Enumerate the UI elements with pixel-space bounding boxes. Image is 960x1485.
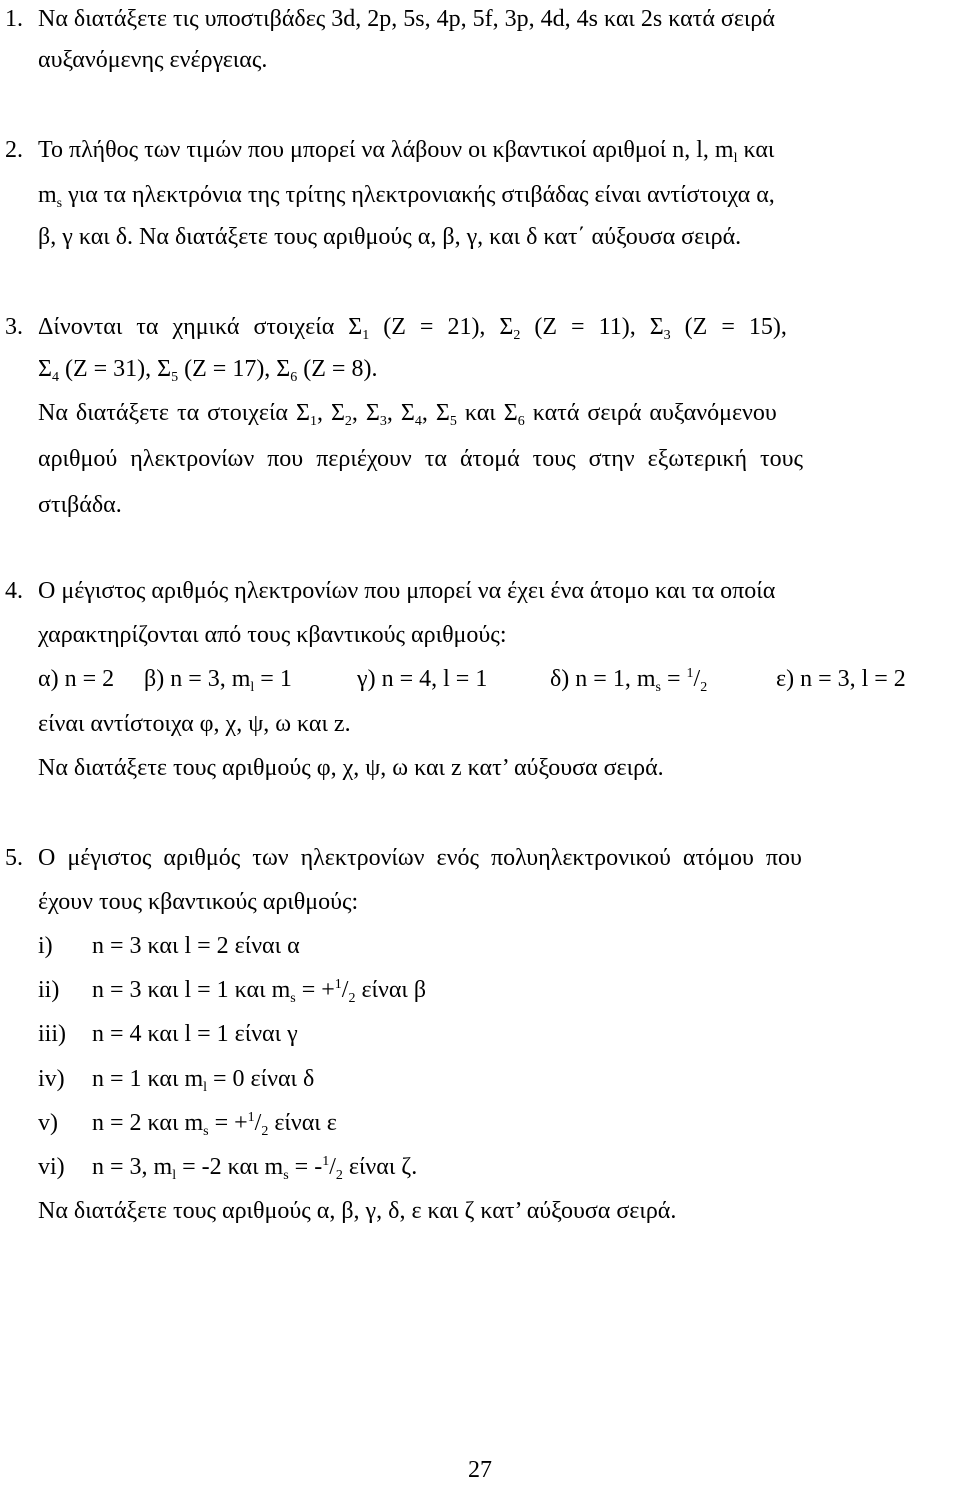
q5-i2-sup3: 1 — [334, 977, 342, 992]
q3-l2-t2: (Z = 31), Σ — [58, 356, 172, 382]
q5-line-last: Να διατάξετε τους αριθμούς α, β, γ, δ, ε και ζ κατ’ αύξουσα σειρά. — [38, 1198, 677, 1224]
q5-i5-sup3: 1 — [247, 1110, 255, 1125]
q3-l1-s1: 1 — [362, 328, 370, 343]
q3-l2-s3: 5 — [171, 370, 179, 385]
q4-line-5: Να διατάξετε τους αριθμούς φ, χ, ψ, ω και z κατ’ αύξουσα σειρά. — [38, 755, 664, 781]
q5-i4-s1: l — [203, 1080, 208, 1095]
q3-l3-t10: και Σ — [456, 400, 518, 426]
q3-l3-s11: 6 — [517, 414, 525, 429]
q4-opt-d-sup: 1 — [686, 666, 694, 681]
q1-line-2: αυξανόμενης ενέργειας. — [38, 47, 268, 73]
q2-line-2 — [38, 180, 775, 210]
q4-opt-d-sub2: 2 — [700, 680, 708, 695]
q5-i6-t4: = - — [288, 1154, 323, 1180]
q5-i5-t4: / — [254, 1110, 262, 1136]
q5-i2-t6: είναι β — [355, 977, 427, 1003]
q3-l3-s9: 5 — [449, 414, 457, 429]
q3-l1-t0: Δίνονται τα χημικά στοιχεία Σ — [38, 314, 363, 340]
q5-i2-t0: n = 3 και l = 1 και m — [92, 977, 291, 1003]
q4-opt-b-sub: l — [250, 680, 255, 695]
q2-number: 2. — [5, 137, 23, 163]
q4-opt-b-1: β) n = 3, m — [144, 666, 251, 692]
q5-item-1-text: n = 3 και l = 2 είναι α — [92, 933, 300, 959]
q5-i2-t2: = + — [295, 977, 335, 1003]
q4-option-c: γ) n = 4, l = 1 — [357, 666, 488, 692]
q3-l2-s5: 6 — [290, 370, 298, 385]
q3-l1-t6: (Z = 15), — [670, 314, 787, 340]
q2-line-3: β, γ και δ. Να διατάξετε τους αριθμούς α, β, γ, και δ κατ΄ αύξουσα σειρά. — [38, 224, 742, 250]
q4-line-4: είναι αντίστοιχα φ, χ, ψ, ω και z. — [38, 711, 351, 737]
q2-line-2-text: για τα ηλεκτρόνια της τρίτης ηλεκτρονιακής στιβάδας είναι αντίστοιχα α, — [62, 182, 775, 208]
q3-number: 3. — [5, 314, 23, 340]
q4-opt-d-1: δ) n = 1, m — [550, 666, 656, 692]
q2-line-2-sub: s — [56, 196, 63, 211]
q5-i5-t6: είναι ε — [268, 1110, 337, 1136]
q4-opt-d-3: / — [693, 666, 701, 692]
q3-l3-s5: 3 — [379, 414, 387, 429]
q2-line-1-text: Το πλήθος των τιμών που μπορεί να λάβουν οι κβαντικοί αριθμοί n, l, m — [38, 137, 734, 163]
q3-l3-s1: 1 — [309, 414, 317, 429]
q4-opt-b-2: = 1 — [254, 666, 292, 692]
q5-i2-t4: / — [341, 977, 349, 1003]
q1-line-1: Να διατάξετε τις υποστιβάδες 3d, 2p, 5s, 4p, 5f, 3p, 4d, 4s και 2s κατά σειρά — [38, 6, 775, 32]
q4-option-b — [144, 664, 292, 694]
q4-option-d — [550, 664, 707, 694]
q3-line-5: στιβάδα. — [38, 492, 122, 518]
q4-opt-d-2: = — [660, 666, 687, 692]
q5-i6-s3: s — [283, 1168, 289, 1183]
q3-l3-t0: Να διατάξετε τα στοιχεία Σ — [38, 400, 310, 426]
q4-opt-d-sub: s — [655, 680, 661, 695]
q5-line-2: έχουν τους κβαντικούς αριθμούς: — [38, 889, 359, 915]
q3-l2-t4: (Z = 17), Σ — [178, 356, 291, 382]
q2-line-1 — [38, 135, 774, 165]
q4-option-a: α) n = 2 — [38, 666, 115, 692]
q3-l3-s7: 4 — [414, 414, 422, 429]
q3-line-3 — [38, 398, 777, 428]
q4-option-e: ε) n = 3, l = 2 — [776, 666, 906, 692]
q5-i2-s1: s — [290, 991, 296, 1006]
page-number: 27 — [468, 1457, 492, 1483]
q5-i6-s1: l — [172, 1168, 177, 1183]
q5-item-4-label: iv) — [38, 1066, 65, 1092]
q3-l3-s3: 2 — [344, 414, 352, 429]
q4-line-1: Ο μέγιστος αριθμός ηλεκτρονίων που μπορεί να έχει ένα άτομο και τα οποία — [38, 578, 776, 604]
q5-i5-t2: = + — [208, 1110, 248, 1136]
q5-i2-s5: 2 — [348, 991, 356, 1006]
q1-number: 1. — [5, 6, 23, 32]
q2-line-1-end: και — [737, 137, 775, 163]
q5-i6-t0: n = 3, m — [92, 1154, 173, 1180]
q5-i6-t6: / — [329, 1154, 336, 1180]
q3-l1-s5: 3 — [663, 328, 671, 343]
q5-item-5-text — [92, 1108, 337, 1138]
q4-line-2: χαρακτηρίζονται από τους κβαντικούς αριθμούς: — [38, 622, 507, 648]
q5-i5-s5: 2 — [261, 1124, 269, 1139]
q3-l3-t6: , Σ — [386, 400, 415, 426]
q3-l2-t6: (Z = 8). — [297, 356, 378, 382]
q3-l3-t8: , Σ — [421, 400, 450, 426]
q5-item-2-label: ii) — [38, 977, 60, 1003]
q3-line-2 — [38, 354, 377, 384]
q5-item-3-label: iii) — [38, 1021, 66, 1047]
q5-line-1: Ο μέγιστος αριθμός των ηλεκτρονίων ενός πολυηλεκτρονικού ατόμου που — [38, 845, 802, 871]
q5-item-5-label: v) — [38, 1110, 58, 1136]
q5-item-6-label: vi) — [38, 1154, 65, 1180]
q3-line-1 — [38, 312, 787, 342]
q3-l1-t4: (Z = 11), Σ — [520, 314, 664, 340]
q5-i6-s7: 2 — [335, 1168, 343, 1183]
q5-i4-t0: n = 1 και m — [92, 1066, 204, 1092]
q5-i6-t8: είναι ζ. — [342, 1154, 418, 1180]
q3-line-4: αριθμού ηλεκτρονίων που περιέχουν τα άτομά τους στην εξωτερική τους — [38, 446, 804, 472]
q3-l2-s1: 4 — [51, 370, 59, 385]
q2-line-2-m: m — [38, 182, 57, 208]
q3-l3-t2: , Σ — [316, 400, 345, 426]
q5-item-3-text: n = 4 και l = 1 είναι γ — [92, 1021, 298, 1047]
q5-item-1-label: i) — [38, 933, 53, 959]
q3-l2-t0: Σ — [38, 356, 52, 382]
q5-i6-t2: = -2 και m — [176, 1154, 284, 1180]
q5-item-4-text — [92, 1064, 314, 1094]
q3-l3-t12: κατά σειρά αυξανόμενου — [524, 400, 777, 426]
q5-i6-sup5: 1 — [322, 1154, 330, 1169]
q5-number: 5. — [5, 845, 23, 871]
q5-i5-s1: s — [203, 1124, 209, 1139]
q5-i4-t2: = 0 είναι δ — [207, 1066, 315, 1092]
q3-l1-s3: 2 — [513, 328, 521, 343]
q5-i5-t0: n = 2 και m — [92, 1110, 204, 1136]
q5-item-2-text — [92, 975, 426, 1005]
q5-item-6-text — [92, 1152, 417, 1182]
q3-l3-t4: , Σ — [351, 400, 380, 426]
q3-l1-t2: (Z = 21), Σ — [369, 314, 514, 340]
q2-line-1-sub: l — [733, 151, 738, 166]
q4-number: 4. — [5, 578, 23, 604]
